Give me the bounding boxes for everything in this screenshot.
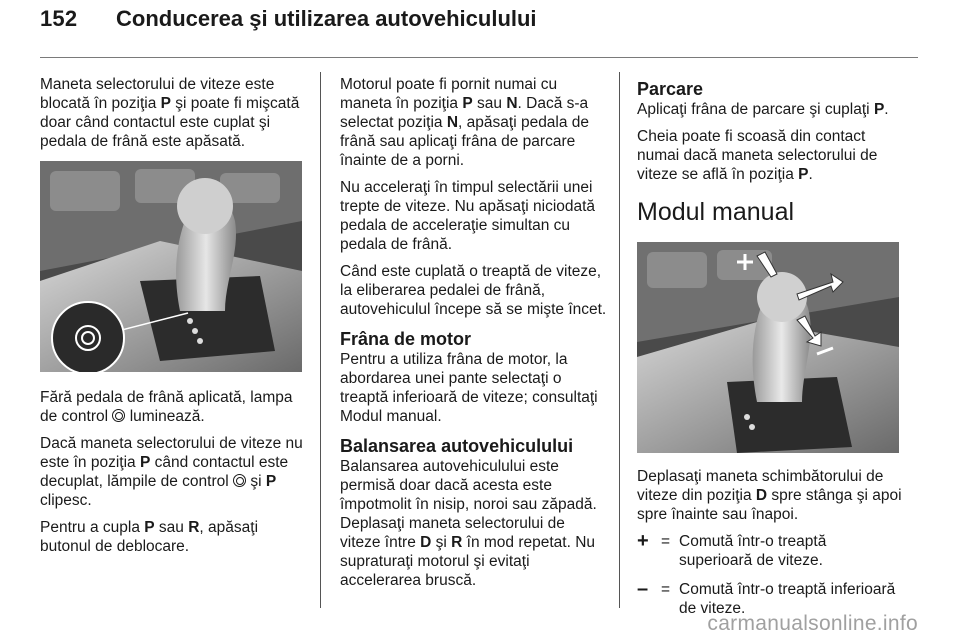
legend-text: Comută într-o treaptă superioară de viteze. [679, 533, 827, 569]
column-1 [40, 75, 310, 564]
chapter-title: Conducerea şi utilizarea autovehiculului [116, 6, 537, 31]
brake-control-icon [112, 409, 125, 422]
heading-manual-mode: Modul manual [637, 198, 795, 226]
plus-icon: + [637, 530, 649, 552]
paragraph: Nu acceleraţi în timpul selectării unei trepte de viteze. Nu apăsaţi niciodată pedala de acceleraţie simultan cu pedala de frână. [340, 179, 596, 253]
paragraph: Cheia poate fi scoasă din contact numai dacă maneta selectorului de viteze se află în poziţia P. [637, 128, 878, 183]
column-2 [340, 75, 608, 598]
manual-shift-image [637, 242, 899, 453]
column-3 [637, 75, 903, 628]
legend-equals: = [661, 581, 671, 598]
paragraph: Când este cuplată o treaptă de viteze, la eliberarea pedalei de frână, autovehiculul începe să se mişte încet. [340, 263, 607, 318]
header-rule [40, 57, 918, 58]
paragraph: Pentru a cupla P sau R, apăsaţi butonul de deblocare. [40, 519, 259, 555]
brake-control-icon [233, 474, 246, 487]
minus-icon: – [637, 578, 649, 600]
gear-selector-image [40, 161, 302, 372]
page-number: 152 [40, 6, 78, 31]
column-divider [320, 72, 321, 608]
legend-equals: = [661, 533, 671, 550]
paragraph: Pentru a utiliza frâna de motor, la abordarea unei pante selectaţi o treaptă inferioară de viteze; consultaţi Modul manual. [340, 351, 598, 425]
heading-rocking: Balansarea autovehiculului [340, 436, 574, 456]
paragraph: Motorul poate fi pornit numai cu maneta în poziţia P sau N. Dacă s-a selectat poziţia N, apăsaţi pedala de frână sau aplicaţi frâna de parcare înainte de a porni. [340, 76, 590, 169]
paragraph: Fără pedala de frână aplicată, lampa de control luminează. [40, 389, 293, 425]
paragraph: Balansarea autovehiculului este permisă doar dacă acesta este împotmolit în nisip, noroi sau zăpadă. Deplasaţi maneta selectorului de viteze între D şi R în mod repetat. Nu supraturaţi motorul şi evitaţi accelerarea bruscă. [340, 458, 597, 589]
legend-row-upshift [637, 532, 903, 570]
paragraph: Deplasaţi maneta schimbătorului de viteze din poziţia D spre stânga şi apoi spre înainte sau înapoi. [637, 468, 902, 523]
watermark: carmanualsonline.info [707, 612, 918, 635]
heading-engine-brake: Frâna de motor [340, 329, 472, 349]
column-divider [619, 72, 620, 608]
paragraph: Dacă maneta selectorului de viteze nu este în poziţia P când contactul este decuplat, lămpile de control şi P clipesc. [40, 435, 303, 509]
heading-parking: Parcare [637, 79, 704, 99]
legend-text: Comută într-o treaptă inferioară de viteze. [679, 581, 896, 617]
paragraph: Maneta selectorului de viteze este blocată în poziţia P şi poate fi mişcată doar când contactul este cuplat şi pedala de frână este apăsată. [40, 76, 300, 150]
paragraph: Aplicaţi frâna de parcare şi cuplaţi P. [637, 101, 889, 118]
